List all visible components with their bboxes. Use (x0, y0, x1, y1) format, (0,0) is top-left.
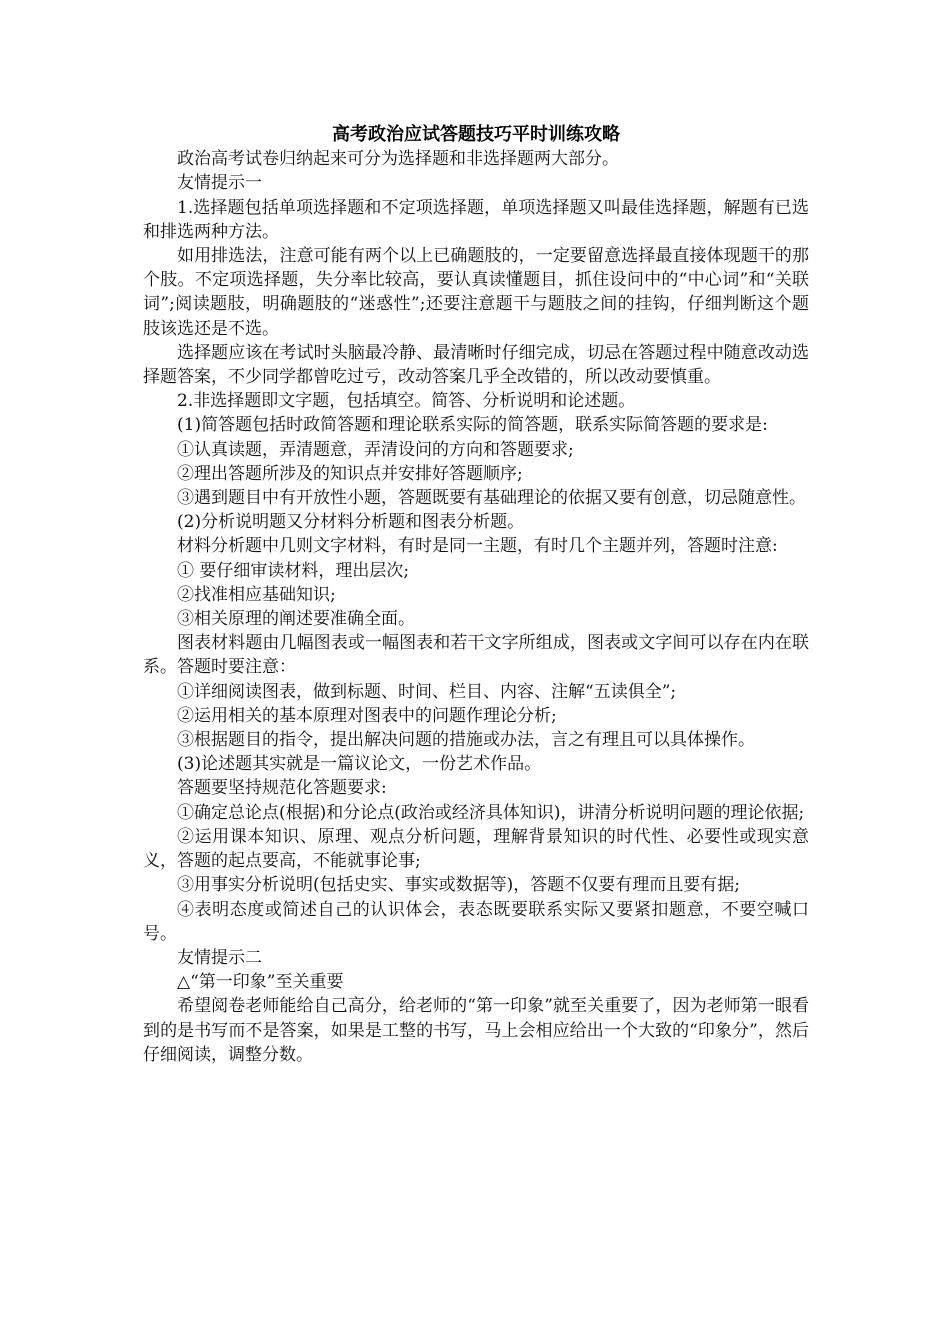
paragraph-elimination-method: 如用排选法，注意可能有两个以上已确题肢的，一定要留意选择最直接体现题干的那个肢。不定项选择题，失分率比较高，要认真读懂题目，抓住设问中的“中心词”和“关联词”;阅读题肢，明确题肢的“迷惑性”;还要注意题干与题肢之间的挂钩，仔细判断这个题肢该选还是不选。 (143, 246, 809, 339)
list-item: ③根据题目的指令，提出解决问题的措施或办法，言之有理且可以具体操作。 (177, 730, 755, 751)
list-item: ④表明态度或简述自己的认识体会，表态既要联系实际又要紧扣题意，不要空喊口号。 (143, 899, 809, 944)
list-item: ③相关原理的阐述要准确全面。 (177, 609, 415, 630)
paragraph-analysis-questions: (2)分析说明题又分材料分析题和图表分析题。 (177, 512, 525, 533)
list-item: ②运用相关的基本原理对图表中的问题作理论分析; (177, 705, 557, 726)
list-item: ②运用课本知识、原理、观点分析问题，理解背景知识的时代性、必要性或现实意义，答题的起点要高，不能就事论事; (143, 826, 809, 872)
list-item: ①认真读题，弄清题意，弄清设问的方向和答题要求; (177, 439, 574, 460)
paragraph-essay-questions: (3)论述题其实就是一篇议论文，一份艺术作品。 (177, 754, 542, 775)
list-item: ① 要仔细审读材料，理出层次; (177, 560, 410, 581)
section-heading-tip-1: 友情提示一 (177, 173, 262, 194)
subheading-first-impression: △“第一印象”至关重要 (177, 972, 344, 993)
paragraph-handwriting: 希望阅卷老师能给自己高分，给老师的“第一印象”就至关重要了，因为老师第一眼看到的是书写而不是答案，如果是工整的书写，马上会相应给出一个大致的“印象分”，然后仔细阅读，调整分数。 (143, 996, 809, 1065)
paragraph-material-analysis: 材料分析题中几则文字材料，有时是同一主题，有时几个主题并列，答题时注意: (177, 536, 778, 557)
list-item: ②找准相应基础知识; (177, 584, 336, 605)
paragraph-chart-material: 图表材料题由几幅图表或一幅图表和若干文字所组成，图表或文字间可以存在内在联系。答题时要注意： (143, 633, 809, 678)
list-item: ①确定总论点(根据)和分论点(政治或经济具体知识)，讲清分析说明问题的理论依据; (177, 802, 805, 823)
document-title: 高考政治应试答题技巧平时训练攻略 (332, 124, 620, 145)
list-item: ②理出答题所涉及的知识点并安排好答题顺序; (177, 463, 523, 484)
list-item: ①详细阅读图表，做到标题、时间、栏目、内容、注解“五读俱全”; (177, 681, 677, 702)
section-heading-tip-2: 友情提示二 (177, 947, 262, 968)
list-item: ③遇到题目中有开放性小题，答题既要有基础理论的依据又要有创意，切忌随意性。 (177, 488, 806, 509)
paragraph-short-answer: (1)简答题包括时政简答题和理论联系实际的简答题，联系实际简答题的要求是: (177, 415, 768, 436)
list-item: ③用事实分析说明(包括史实、事实或数据等)，答题不仅要有理而且要有据; (177, 875, 740, 896)
document-body (143, 123, 809, 1067)
paragraph-intro: 政治高考试卷归纳起来可分为选择题和非选择题两大部分。 (177, 149, 619, 170)
paragraph-choice-caution: 选择题应该在考试时头脑最冷静、最清晰时仔细完成，切忌在答题过程中随意改动选择题答案，不少同学都曾吃过亏，改动答案几乎全改错的，所以改动要慎重。 (143, 342, 809, 388)
paragraph-choice-questions: 1.选择题包括单项选择题和不定项选择题，单项选择题又叫最佳选择题，解题有已选和排选两种方法。 (143, 197, 809, 242)
paragraph-essay-requirements: 答题要坚持规范化答题要求: (177, 778, 387, 799)
paragraph-non-choice-questions: 2.非选择题即文字题，包括填空。简答、分析说明和论述题。 (177, 391, 636, 412)
